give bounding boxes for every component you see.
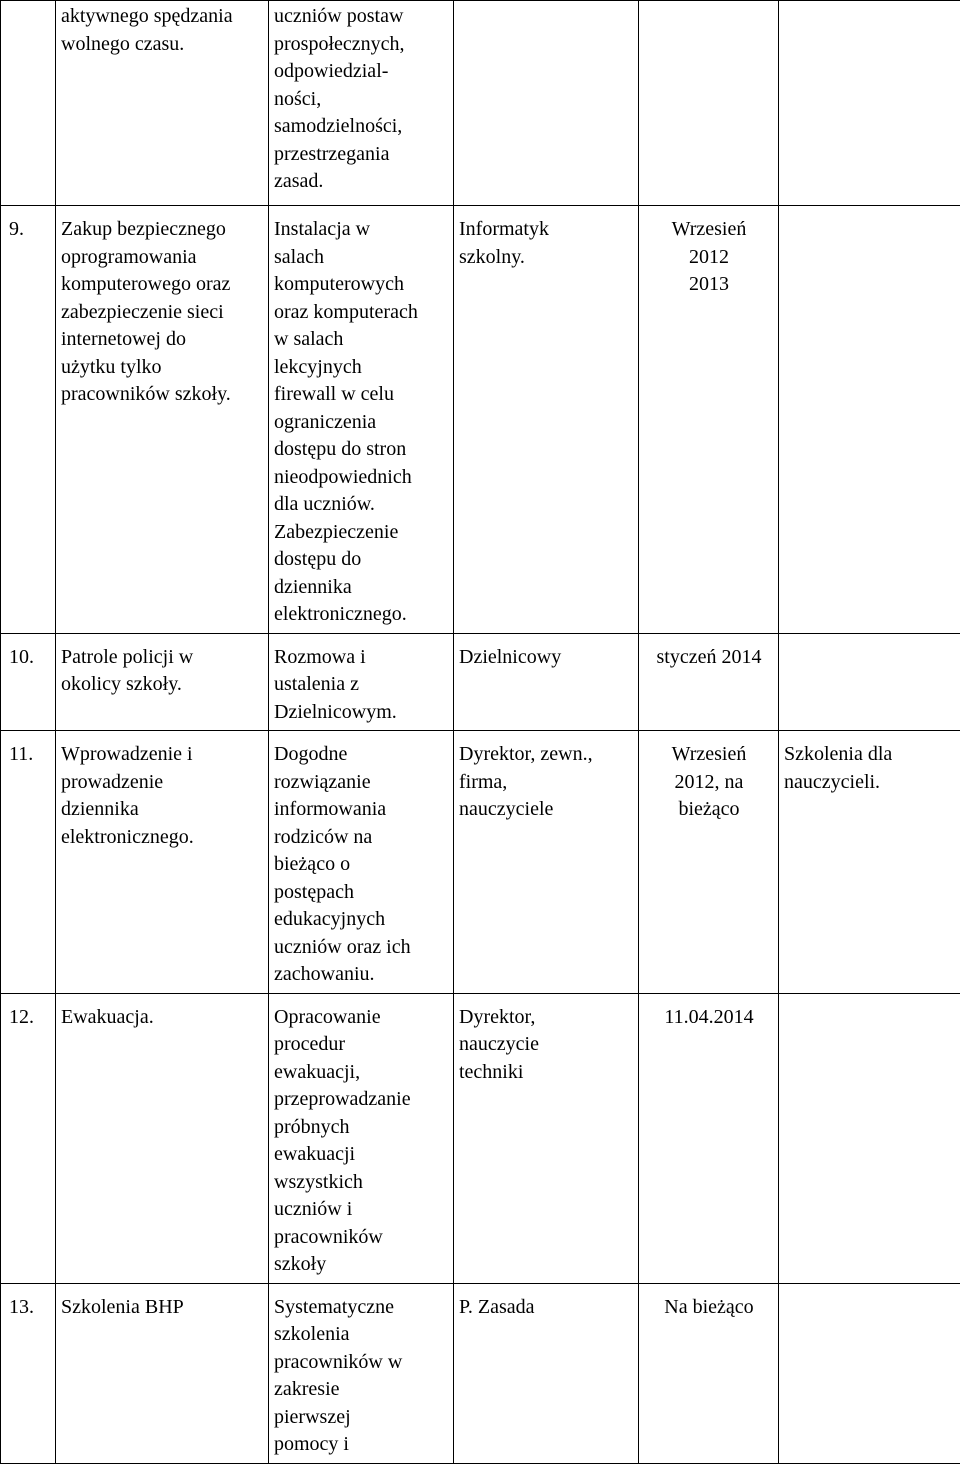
method-cell-line: bieżąco o [274, 851, 449, 879]
method-cell-line: edukacyjnych [274, 906, 449, 934]
table-row [1, 731, 960, 994]
row-number-label: 12. [9, 1004, 55, 1032]
term-cell-line: Na bieżąco [644, 1294, 774, 1322]
table-body [1, 1, 960, 1464]
term-cell [639, 993, 779, 1283]
task-cell-line: internetowej do [61, 326, 264, 354]
responsible-cell-line: Informatyk [459, 216, 634, 244]
responsible-cell-line: Dyrektor, zewn., [459, 741, 634, 769]
method-cell-line: elektronicznego. [274, 601, 449, 629]
method-cell-line: postępach [274, 879, 449, 907]
method-cell-line: Rozmowa i [274, 644, 449, 672]
method-cell-line: pracowników w [274, 1349, 449, 1377]
task-cell [56, 1, 269, 206]
responsible-cell-line: techniki [459, 1059, 634, 1087]
responsible-cell-line: firma, [459, 769, 634, 797]
method-cell-line: ewakuacji [274, 1141, 449, 1169]
method-cell [269, 993, 454, 1283]
task-cell-line: Wprowadzenie i [61, 741, 264, 769]
method-cell-line: odpowiedzial- [274, 58, 449, 86]
row-number [1, 1, 56, 206]
row-number-label: 9. [9, 216, 55, 244]
task-cell-line: Patrole policji w [61, 644, 264, 672]
notes-cell [779, 993, 960, 1283]
method-cell-line: dziennika [274, 574, 449, 602]
task-cell-line: zabezpieczenie sieci [61, 299, 264, 327]
notes-cell [779, 1283, 960, 1463]
method-cell-line: pierwszej [274, 1404, 449, 1432]
row-number [1, 633, 56, 731]
task-cell-line: komputerowego oraz [61, 271, 264, 299]
table-row [1, 1, 960, 206]
term-cell-line: 2012, na [644, 769, 774, 797]
method-cell-line: uczniów i [274, 1196, 449, 1224]
task-cell-line: okolicy szkoły. [61, 671, 264, 699]
method-cell-line: ustalenia z [274, 671, 449, 699]
method-cell-line: Zabezpieczenie [274, 519, 449, 547]
responsible-cell-line: Dyrektor, [459, 1004, 634, 1032]
task-cell-line: wolnego czasu. [61, 31, 264, 59]
method-cell-line: zakresie [274, 1376, 449, 1404]
responsible-cell-line: nauczycie [459, 1031, 634, 1059]
method-cell-line: Dzielnicowym. [274, 699, 449, 727]
responsible-cell-line: P. Zasada [459, 1294, 634, 1322]
notes-cell-line: Szkolenia dla [784, 741, 957, 769]
term-cell [639, 731, 779, 994]
method-cell-line: szkoły [274, 1251, 449, 1279]
method-cell [269, 633, 454, 731]
method-cell-line: Systematyczne [274, 1294, 449, 1322]
method-cell-line: dostępu do stron [274, 436, 449, 464]
method-cell-line: lekcyjnych [274, 354, 449, 382]
row-number [1, 993, 56, 1283]
table-row [1, 633, 960, 731]
task-cell-line: aktywnego spędzania [61, 3, 264, 31]
method-cell [269, 731, 454, 994]
method-cell-line: ności, [274, 86, 449, 114]
method-cell-line: szkolenia [274, 1321, 449, 1349]
method-cell-line: rodziców na [274, 824, 449, 852]
method-cell-line: Dogodne [274, 741, 449, 769]
method-cell-line: zachowaniu. [274, 961, 449, 989]
method-cell [269, 206, 454, 634]
method-cell-line: firewall w celu [274, 381, 449, 409]
method-cell-line: przestrzegania [274, 141, 449, 169]
row-number [1, 206, 56, 634]
task-cell [56, 633, 269, 731]
method-cell-line: w salach [274, 326, 449, 354]
task-cell-line: prowadzenie [61, 769, 264, 797]
task-cell-line: dziennika [61, 796, 264, 824]
term-cell-line: 11.04.2014 [644, 1004, 774, 1032]
method-cell-line: ograniczenia [274, 409, 449, 437]
method-cell-line: dla uczniów. [274, 491, 449, 519]
table-row [1, 206, 960, 634]
row-number [1, 731, 56, 994]
task-cell [56, 731, 269, 994]
method-cell-line: prospołecznych, [274, 31, 449, 59]
responsible-cell [454, 1283, 639, 1463]
task-cell-line: pracowników szkoły. [61, 381, 264, 409]
method-cell [269, 1, 454, 206]
responsible-cell-line: nauczyciele [459, 796, 634, 824]
method-cell-line: nieodpowiednich [274, 464, 449, 492]
responsible-cell [454, 206, 639, 634]
responsible-cell-line: szkolny. [459, 244, 634, 272]
method-cell-line: zasad. [274, 168, 449, 196]
term-cell-line: Wrzesień [644, 741, 774, 769]
method-cell-line: dostępu do [274, 546, 449, 574]
task-cell-line: użytku tylko [61, 354, 264, 382]
term-cell [639, 1, 779, 206]
task-cell [56, 206, 269, 634]
term-cell [639, 1283, 779, 1463]
row-number-label: 11. [9, 741, 55, 769]
responsible-cell [454, 993, 639, 1283]
method-cell-line: przeprowadzanie [274, 1086, 449, 1114]
notes-cell-line: nauczycieli. [784, 769, 957, 797]
task-cell-line: oprogramowania [61, 244, 264, 272]
task-cell [56, 1283, 269, 1463]
method-cell-line: pomocy i [274, 1431, 449, 1459]
method-cell-line: Instalacja w [274, 216, 449, 244]
term-cell-line: 2013 [644, 271, 774, 299]
term-cell-line: 2012 [644, 244, 774, 272]
notes-cell [779, 1, 960, 206]
method-cell-line: wszystkich [274, 1169, 449, 1197]
method-cell-line: próbnych [274, 1114, 449, 1142]
task-cell-line: elektronicznego. [61, 824, 264, 852]
method-cell [269, 1283, 454, 1463]
notes-cell [779, 633, 960, 731]
method-cell-line: ewakuacji, [274, 1059, 449, 1087]
method-cell-line: procedur [274, 1031, 449, 1059]
task-cell-line: Ewakuacja. [61, 1004, 264, 1032]
method-cell-line: salach [274, 244, 449, 272]
table-row [1, 1283, 960, 1463]
responsible-cell [454, 633, 639, 731]
method-cell-line: komputerowych [274, 271, 449, 299]
task-cell-line: Szkolenia BHP [61, 1294, 264, 1322]
method-cell-line: oraz komputerach [274, 299, 449, 327]
responsible-cell [454, 731, 639, 994]
term-cell-line: Wrzesień [644, 216, 774, 244]
term-cell-line: styczeń 2014 [644, 644, 774, 672]
table-row [1, 993, 960, 1283]
term-cell [639, 206, 779, 634]
notes-cell [779, 731, 960, 994]
method-cell-line: pracowników [274, 1224, 449, 1252]
responsible-cell-line: Dzielnicowy [459, 644, 634, 672]
notes-cell [779, 206, 960, 634]
row-number-label: 13. [9, 1294, 55, 1322]
method-cell-line: rozwiązanie [274, 769, 449, 797]
method-cell-line: Opracowanie [274, 1004, 449, 1032]
method-cell-line: informowania [274, 796, 449, 824]
method-cell-line: samodzielności, [274, 113, 449, 141]
responsible-cell [454, 1, 639, 206]
row-number [1, 1283, 56, 1463]
term-cell-line: bieżąco [644, 796, 774, 824]
method-cell-line: uczniów oraz ich [274, 934, 449, 962]
method-cell-line: uczniów postaw [274, 3, 449, 31]
task-cell-line: Zakup bezpiecznego [61, 216, 264, 244]
task-cell [56, 993, 269, 1283]
row-number-label: 10. [9, 644, 55, 672]
term-cell [639, 633, 779, 731]
